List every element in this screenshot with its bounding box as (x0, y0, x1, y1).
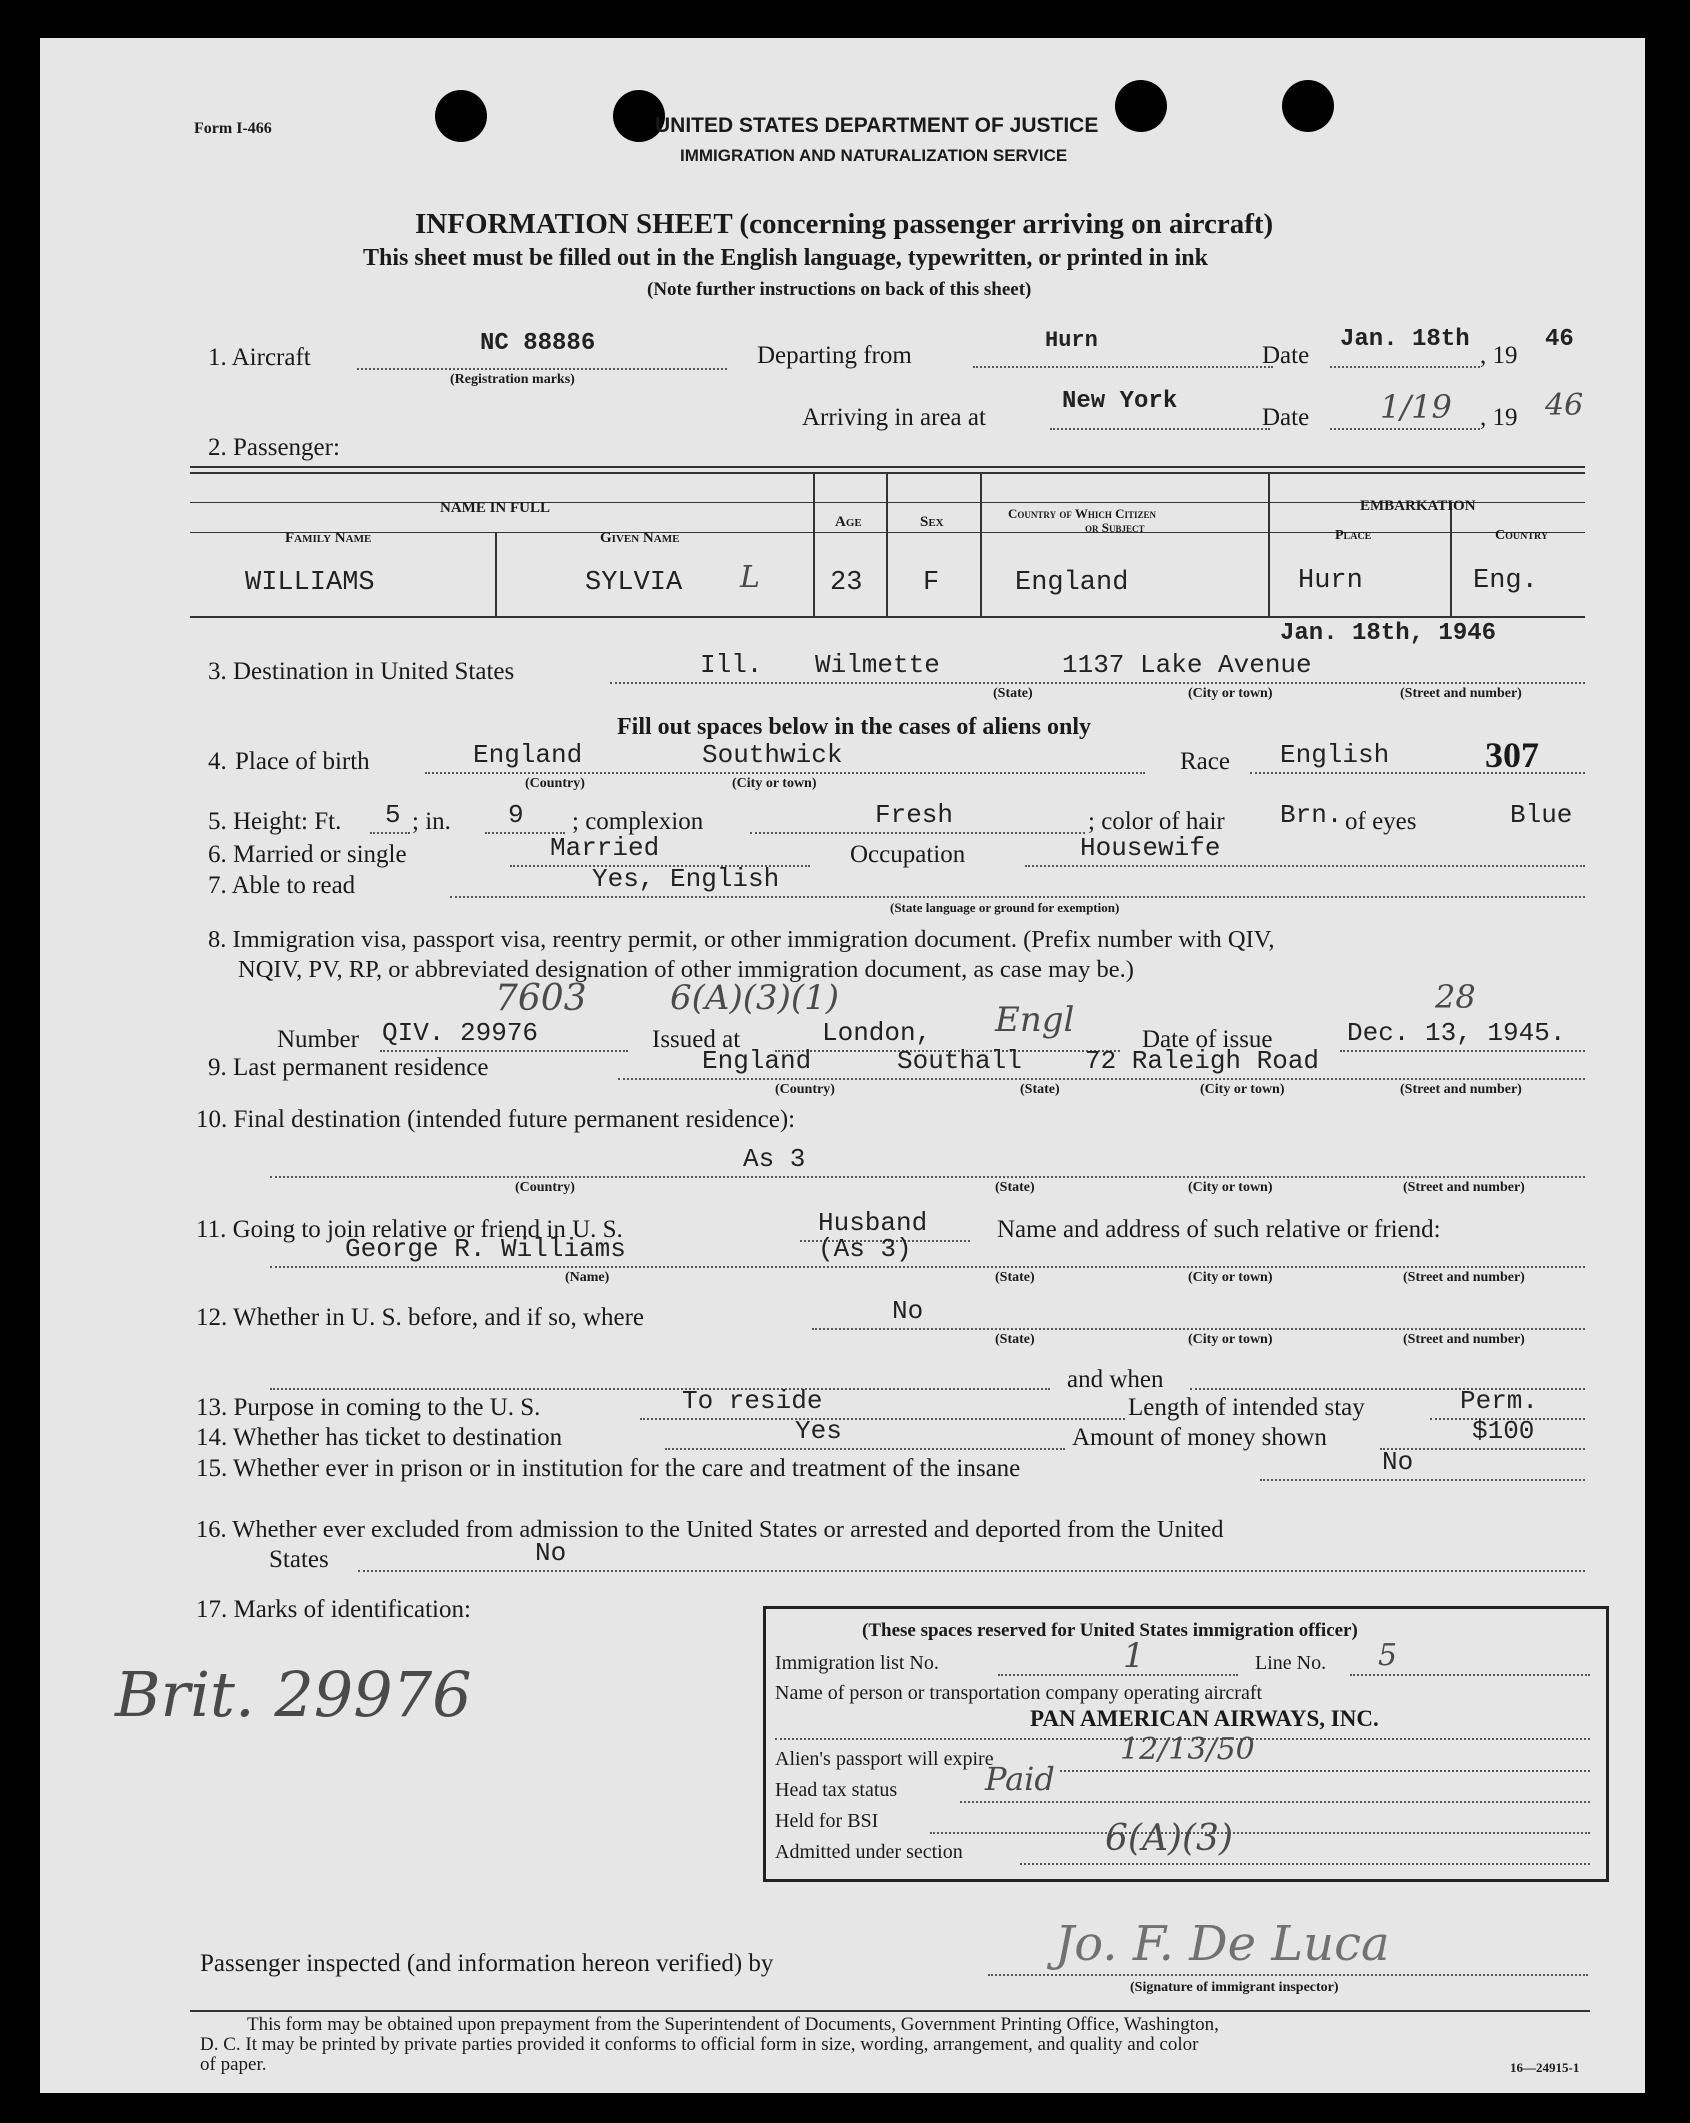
sheet-title: INFORMATION SHEET (concerning passenger arriving on aircraft) (415, 208, 1274, 240)
birth-country-caption: (Country) (525, 776, 585, 791)
height-inches: 9 (508, 800, 524, 830)
embarkation-header: EMBARKATION (1360, 498, 1476, 514)
final-country-caption: (Country) (515, 1180, 575, 1195)
arrival-year-prefix: , 19 (1480, 404, 1518, 431)
name-address-label: Name and address of such relative or friend: (997, 1216, 1441, 1243)
inches-label: ; in. (412, 808, 451, 835)
footer-line-3: of paper. (200, 2054, 267, 2075)
place-header: Place (1335, 528, 1372, 543)
prison-label: 15. Whether ever in prison or in institution for the care and treatment of the insane (196, 1455, 1021, 1482)
destination-state: Ill. (700, 650, 763, 680)
residence-city: 72 Raleigh Road (1085, 1046, 1320, 1076)
head-tax-label: Head tax status (775, 1779, 898, 1801)
passport-expire-label: Alien's passport will expire (775, 1748, 994, 1770)
residence-country-caption: (Country) (775, 1082, 835, 1097)
destination-state-caption: (State) (993, 686, 1033, 701)
citizen-header-2: or Subject (1085, 520, 1145, 535)
excluded-line-2: States (269, 1546, 329, 1573)
occupation-label: Occupation (850, 841, 966, 868)
read-label: 7. Able to read (208, 872, 356, 899)
form-code: 16—24915-1 (1510, 2060, 1580, 2075)
issued-at-label: Issued at (652, 1026, 741, 1053)
and-when-label: and when (1067, 1366, 1164, 1393)
visa-line-1: 8. Immigration visa, passport visa, reentry permit, or other immigration document. (Prefix number with QIV, (208, 926, 1275, 953)
height-label: 5. Height: Ft. (208, 808, 342, 835)
prison-value: No (1382, 1447, 1414, 1477)
destination-street-caption: (Street and number) (1400, 686, 1522, 701)
visa-line-2: NQIV, PV, RP, or abbreviated designation of other immigration document, as case may be.) (238, 956, 1134, 983)
height-feet: 5 (385, 800, 401, 830)
destination-city: Wilmette (815, 650, 940, 680)
destination-city-caption: (City or town) (1188, 686, 1273, 701)
birth-city: Southwick (702, 740, 843, 770)
punch-hole (1115, 80, 1167, 132)
registration-caption: (Registration marks) (450, 372, 575, 387)
marital-label: 6. Married or single (208, 841, 407, 868)
destination-label: 3. Destination in United States (208, 658, 515, 685)
prior-city-caption: (City or town) (1188, 1332, 1273, 1347)
line-no: 5 (1378, 1638, 1398, 1673)
purpose-value: To reside (682, 1386, 823, 1416)
residence-state-caption: (State) (1020, 1082, 1060, 1097)
departing-from: Hurn (1045, 328, 1098, 353)
visa-handwritten-day: 28 (1435, 978, 1476, 1016)
embark-country: Eng. (1473, 566, 1538, 596)
race-code: 307 (1485, 735, 1539, 775)
issued-at-handwritten: Engl (995, 1000, 1075, 1040)
date-label: Date (1262, 342, 1310, 369)
departure-year: 46 (1545, 326, 1574, 353)
race-label: Race (1180, 748, 1230, 775)
issue-date-label: Date of issue (1142, 1026, 1273, 1053)
departing-label: Departing from (757, 342, 912, 369)
aircraft-registration: NC 88886 (480, 330, 596, 357)
ticket-value: Yes (795, 1416, 842, 1446)
punch-hole (1282, 80, 1334, 132)
eye-color: Blue (1510, 800, 1573, 830)
passenger-label: 2. Passenger: (208, 434, 340, 461)
embark-place: Hurn (1298, 566, 1363, 596)
prior-state-caption: (State) (995, 1332, 1035, 1347)
relative-address: (As 3) (818, 1234, 912, 1264)
citizen-of: England (1015, 568, 1129, 598)
prior-street-caption: (Street and number) (1403, 1332, 1525, 1347)
destination-street: 1137 Lake Avenue (1062, 650, 1312, 680)
head-tax-status: Paid (985, 1760, 1055, 1798)
identification-handwritten: Brit. 29976 (115, 1658, 472, 1731)
passport-expire: 12/13/50 (1120, 1732, 1255, 1767)
operator-label: Name of person or transportation company operating aircraft (775, 1682, 1263, 1704)
final-street-caption: (Street and number) (1403, 1180, 1525, 1195)
inspector-signature: Jo. F. De Luca (1055, 1916, 1390, 1972)
stay-value: Perm. (1460, 1386, 1539, 1416)
form-number: Form I-466 (194, 120, 272, 137)
inspection-label: Passenger inspected (and information hereon verified) by (200, 1950, 774, 1977)
visa-handwritten-section: 6(A)(3)(1) (670, 978, 840, 1018)
admitted-section: 6(A)(3) (1105, 1818, 1233, 1859)
list-no: 1 (1123, 1636, 1145, 1676)
form-page (40, 38, 1645, 2093)
officer-box-heading: (These spaces reserved for United States immigration officer) (862, 1620, 1358, 1641)
birth-num: 4. (208, 748, 227, 775)
arriving-at: New York (1062, 388, 1178, 415)
line-no-label: Line No. (1255, 1652, 1327, 1674)
aliens-heading: Fill out spaces below in the cases of aliens only (617, 714, 1092, 740)
name-in-full-header: NAME IN FULL (440, 500, 551, 516)
complexion-value: Fresh (875, 800, 954, 830)
relative-city-caption: (City or town) (1188, 1270, 1273, 1285)
operator-name: PAN AMERICAN AIRWAYS, INC. (1030, 1706, 1379, 1731)
sex-value: F (923, 568, 940, 598)
arrival-year: 46 (1545, 388, 1584, 423)
list-no-label: Immigration list No. (775, 1652, 939, 1674)
money-label: Amount of money shown (1072, 1424, 1327, 1451)
arrival-date-label: Date (1262, 404, 1310, 431)
relative-name: George R. Williams (345, 1234, 626, 1264)
departure-date: Jan. 18th (1340, 326, 1470, 353)
purpose-label: 13. Purpose in coming to the U. S. (196, 1394, 541, 1421)
join-relation: Husband (818, 1208, 928, 1238)
age-header: Age (835, 514, 862, 530)
prior-visit-label: 12. Whether in U. S. before, and if so, where (196, 1304, 645, 1331)
relative-street-caption: (Street and number) (1403, 1270, 1525, 1285)
relative-state-caption: (State) (995, 1270, 1035, 1285)
residence-state: Southall (897, 1046, 1022, 1076)
family-name: WILLIAMS (245, 568, 375, 598)
department-name: UNITED STATES DEPARTMENT OF JUSTICE (655, 114, 1099, 137)
issued-at: London, (822, 1018, 932, 1048)
complexion-label: ; complexion (572, 808, 704, 835)
read-caption: (State language or ground for exemption) (890, 900, 1120, 915)
race-value: English (1280, 740, 1390, 770)
final-destination-value: As 3 (743, 1144, 806, 1174)
given-name-mark: L (740, 560, 760, 595)
admitted-label: Admitted under section (775, 1841, 963, 1863)
visa-number: QIV. 29976 (382, 1018, 539, 1048)
birth-label: Place of birth (235, 748, 370, 775)
eyes-label: of eyes (1345, 808, 1417, 835)
given-name-header: Given Name (600, 530, 680, 546)
residence-country: England (702, 1046, 812, 1076)
sheet-instruction: This sheet must be filled out in the English language, typewritten, or printed in ink (363, 245, 1208, 271)
final-city-caption: (City or town) (1188, 1180, 1273, 1195)
relative-name-caption: (Name) (565, 1270, 610, 1285)
residence-street-caption: (Street and number) (1400, 1082, 1522, 1097)
visa-number-label: Number (277, 1026, 359, 1053)
final-state-caption: (State) (995, 1180, 1035, 1195)
prior-visit-value: No (892, 1296, 924, 1326)
arriving-label: Arriving in area at (802, 404, 986, 431)
stay-label: Length of intended stay (1128, 1394, 1365, 1421)
excluded-line-1: 16. Whether ever excluded from admission to the United States or arrested and deported from the United (196, 1516, 1224, 1543)
stamp-date: Jan. 18th, 1946 (1280, 620, 1497, 647)
birth-city-caption: (City or town) (732, 776, 817, 791)
money-value: $100 (1472, 1416, 1535, 1446)
family-name-header: Family Name (285, 530, 372, 546)
embark-country-header: Country (1495, 528, 1549, 543)
bsi-label: Held for BSI (775, 1810, 879, 1832)
join-label: 11. Going to join relative or friend in U. S. (196, 1216, 623, 1243)
hair-label: ; color of hair (1088, 808, 1225, 835)
hair-color: Brn. (1280, 800, 1343, 830)
sheet-note: (Note further instructions on back of this sheet) (647, 279, 1032, 300)
occupation-value: Housewife (1080, 833, 1221, 863)
residence-city-caption: (City or town) (1200, 1082, 1285, 1097)
marital-status: Married (550, 833, 660, 863)
visa-handwritten-number: 7603 (495, 978, 587, 1019)
footer-line-2: D. C. It may be printed by private parties provided it conforms to official form in size, wording, arrangement, and quality and color (200, 2034, 1199, 2055)
year-prefix: , 19 (1480, 342, 1518, 369)
issue-date: Dec. 13, 1945. (1347, 1018, 1566, 1048)
birth-country: England (473, 740, 583, 770)
read-value: Yes, English (592, 864, 780, 894)
citizen-header: Country of Which Citizen (1008, 506, 1156, 521)
footer-line-1: This form may be obtained upon prepayment from the Superintendent of Documents, Government Printing Office, Washington, (247, 2014, 1219, 2035)
residence-label: 9. Last permanent residence (208, 1054, 489, 1081)
identification-label: 17. Marks of identification: (196, 1596, 471, 1623)
sex-header: Sex (920, 514, 944, 530)
given-name: SYLVIA (585, 568, 683, 598)
punch-hole (435, 90, 487, 142)
aircraft-label: 1. Aircraft (208, 344, 311, 371)
age-value: 23 (830, 568, 863, 598)
signature-caption: (Signature of immigrant inspector) (1130, 1980, 1339, 1995)
excluded-value: No (535, 1538, 567, 1568)
final-destination-label: 10. Final destination (intended future permanent residence): (196, 1106, 796, 1133)
arrival-date: 1/19 (1380, 388, 1452, 426)
service-name: IMMIGRATION AND NATURALIZATION SERVICE (680, 146, 1068, 165)
ticket-label: 14. Whether has ticket to destination (196, 1424, 563, 1451)
